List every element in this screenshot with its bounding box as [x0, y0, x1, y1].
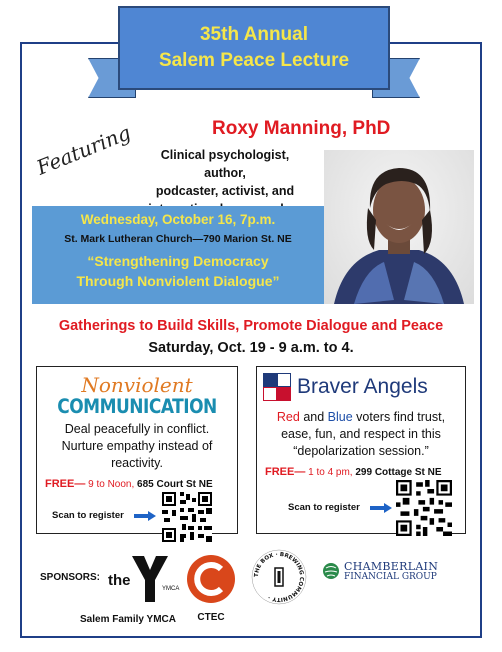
ctec-logo-icon [186, 554, 236, 604]
ba-desc-rest: voters find trust, [352, 410, 446, 424]
braver-angels-logo-icon [263, 373, 291, 401]
ymca-small-text: YMCA [162, 586, 180, 592]
speaker-bio-line: Clinical psychologist, author, [160, 148, 290, 180]
ba-address: 299 Cottage St NE [352, 467, 442, 478]
banner-line-1: 35th Annual [199, 24, 309, 45]
lecture-box [32, 206, 324, 304]
nvc-description [37, 421, 237, 472]
and-word: and [299, 410, 328, 424]
arrow-right-icon [370, 503, 392, 513]
nvc-desc-line: reactivity. [111, 456, 163, 470]
speaker-photo [324, 150, 474, 304]
lecture-title [32, 251, 324, 291]
red-word: Red [276, 410, 300, 424]
nvc-desc-line: Deal peacefully in conflict. [64, 422, 210, 436]
dash: — [74, 478, 86, 490]
sponsors-label: SPONSORS: [40, 572, 101, 583]
title-banner [118, 6, 390, 88]
ymca-y-icon [132, 556, 168, 602]
ctec-label: CTEC [197, 612, 225, 623]
braver-angels-description [257, 409, 465, 460]
lecture-title-line: “Strengthening Democracy [87, 253, 269, 269]
nvc-address: 685 Court St NE [134, 479, 213, 490]
nvc-qr-code[interactable] [162, 492, 212, 542]
ymca-label: Salem Family YMCA [80, 614, 176, 625]
ba-desc-line [257, 409, 465, 426]
featuring-label: Featuring [33, 120, 134, 180]
nvc-desc-line: Nurture empathy instead of [61, 439, 213, 453]
free-label: FREE [265, 466, 295, 478]
blue-word: Blue [327, 410, 353, 424]
arrow-right-icon [134, 511, 156, 521]
ba-desc-line: “depolarization session.” [293, 444, 429, 458]
lecture-date: Wednesday, October 16, 7p.m. [80, 212, 276, 227]
nvc-free-line [37, 478, 237, 490]
gatherings-date: Saturday, Oct. 19 - 9 a.m. to 4. [148, 340, 354, 356]
the-box-logo-icon [250, 548, 308, 606]
lecture-title-line: Through Nonviolent Dialogue” [76, 273, 280, 289]
banner-line-2: Salem Peace Lecture [158, 50, 350, 71]
globe-icon [322, 562, 340, 580]
braver-angels-name: Braver Angels [297, 375, 428, 398]
gatherings-heading: Gatherings to Build Skills, Promote Dialogue and Peace [58, 318, 444, 334]
nvc-time: 9 to Noon, [85, 479, 135, 490]
ba-time: 1 to 4 pm, [305, 467, 353, 478]
free-label: FREE [45, 478, 75, 490]
dash: — [294, 466, 306, 478]
chamberlain-line-2: FINANCIAL GROUP [344, 572, 437, 582]
lecture-venue: St. Mark Lutheran Church—790 Marion St. NE [64, 233, 292, 245]
ba-qr-code[interactable] [396, 480, 452, 536]
speaker-bio-line: podcaster, activist, and [155, 184, 295, 198]
ba-scan-label: Scan to register [288, 502, 360, 513]
speaker-name: Roxy Manning, PhD [212, 118, 391, 139]
nvc-logo-subtitle: COMMUNICATION [57, 395, 217, 419]
braver-angels-header [263, 373, 465, 401]
nvc-logo-title: Nonviolent [81, 373, 193, 397]
chamberlain-line-1: CHAMBERLAIN [344, 560, 439, 573]
ymca-the-word: the [108, 572, 131, 589]
banner-main [118, 6, 390, 90]
ba-desc-line: ease, fun, and respect in this [281, 427, 441, 441]
ba-free-line [257, 466, 465, 478]
nvc-scan-label: Scan to register [52, 510, 124, 521]
ymca-logo [104, 556, 180, 606]
svg-text:THE BOX · BREWING COMMUNITY ·: THE BOX · BREWING COMMUNITY · [253, 551, 305, 603]
